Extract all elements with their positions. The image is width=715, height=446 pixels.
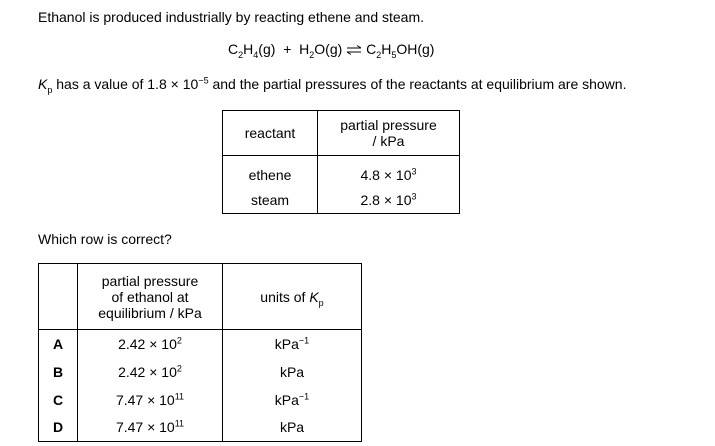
- table-row: steam $2.8 \times 10^3$: [223, 188, 460, 214]
- question-text: Which row is correct?: [38, 231, 172, 247]
- option-letter: D: [39, 414, 78, 442]
- ethanol-pressure-header: partial pressure of ethanol at equilibrium / kPa: [78, 264, 223, 330]
- ethanol-formula: $C_2H_5OH(g)$: [366, 41, 435, 60]
- option-letter: C: [39, 386, 78, 414]
- intro-text: Ethanol is produced industrially by reacting ethene and steam.: [38, 9, 425, 25]
- kp-statement: $K_p$ has a value of $1.8 \times 10^{-5}$ and the partial pressures of the reactants at equilibrium are shown.: [38, 75, 627, 95]
- letter-header: [39, 264, 78, 330]
- answer-table: [38, 263, 362, 442]
- table-row: A $2.42 \times 10^2$ kPa$^{-1}$: [39, 330, 362, 358]
- table-row: D $7.47 \times 10^{11}$ kPa: [39, 414, 362, 442]
- water-formula: $H_2O(g)$: [299, 41, 343, 60]
- option-letter: B: [39, 358, 78, 386]
- plus-sign: +: [283, 41, 292, 57]
- chemical-equation: [228, 41, 435, 60]
- table-row: B $2.42 \times 10^2$ kPa: [39, 358, 362, 386]
- equilibrium-arrow-icon: [346, 45, 362, 55]
- reactant-header: reactant: [223, 111, 318, 156]
- reactant-table: [222, 110, 460, 214]
- pressure-header: partial pressure / kPa: [318, 111, 460, 156]
- table-row: ethene $4.8 \times 10^3$: [223, 156, 460, 188]
- ethene-formula: $C_2H_4(g)$: [228, 41, 276, 60]
- kp-units-header: units of $K_p$: [223, 264, 362, 330]
- option-letter: A: [39, 330, 78, 358]
- table-row: C $7.47 \times 10^{11}$ kPa$^{-1}$: [39, 386, 362, 414]
